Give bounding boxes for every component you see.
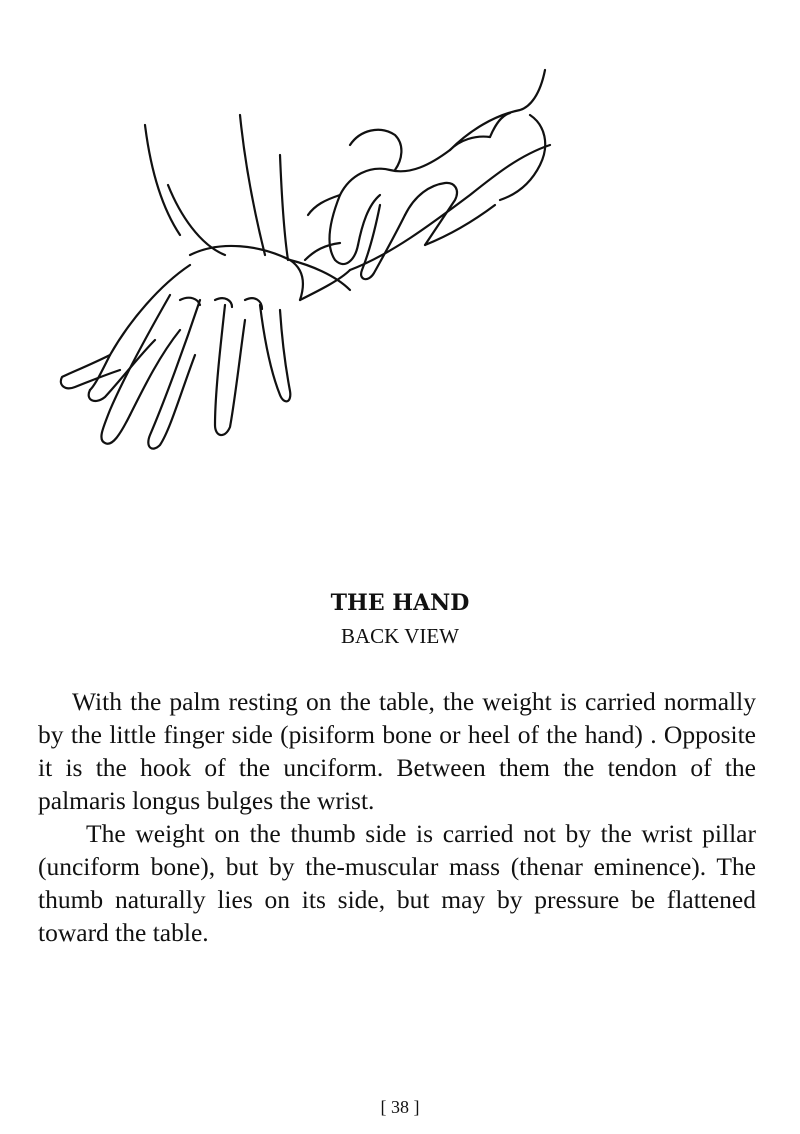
body-text <box>38 685 756 949</box>
page-subtitle: BACK VIEW <box>340 624 460 648</box>
paragraph-2: The weight on the thumb side is carried not by the wrist pillar (unciform bone), but by the-muscular mass (thenar eminence). The thumb naturally lies on its side, but may by pressure be flattened toward the table. <box>38 819 756 947</box>
paragraph-1: With the palm resting on the table, the weight is carried normally by the little finger side (pisiform bone or heel of the hand) . Opposite it is the hook of the unciform. Between them the tendon of the palmaris longus bulges the wrist. <box>38 687 756 815</box>
page-title: THE HAND <box>330 590 470 616</box>
page-number: [ 38 ] <box>380 1097 420 1117</box>
hands-sketch-illustration <box>50 55 570 475</box>
